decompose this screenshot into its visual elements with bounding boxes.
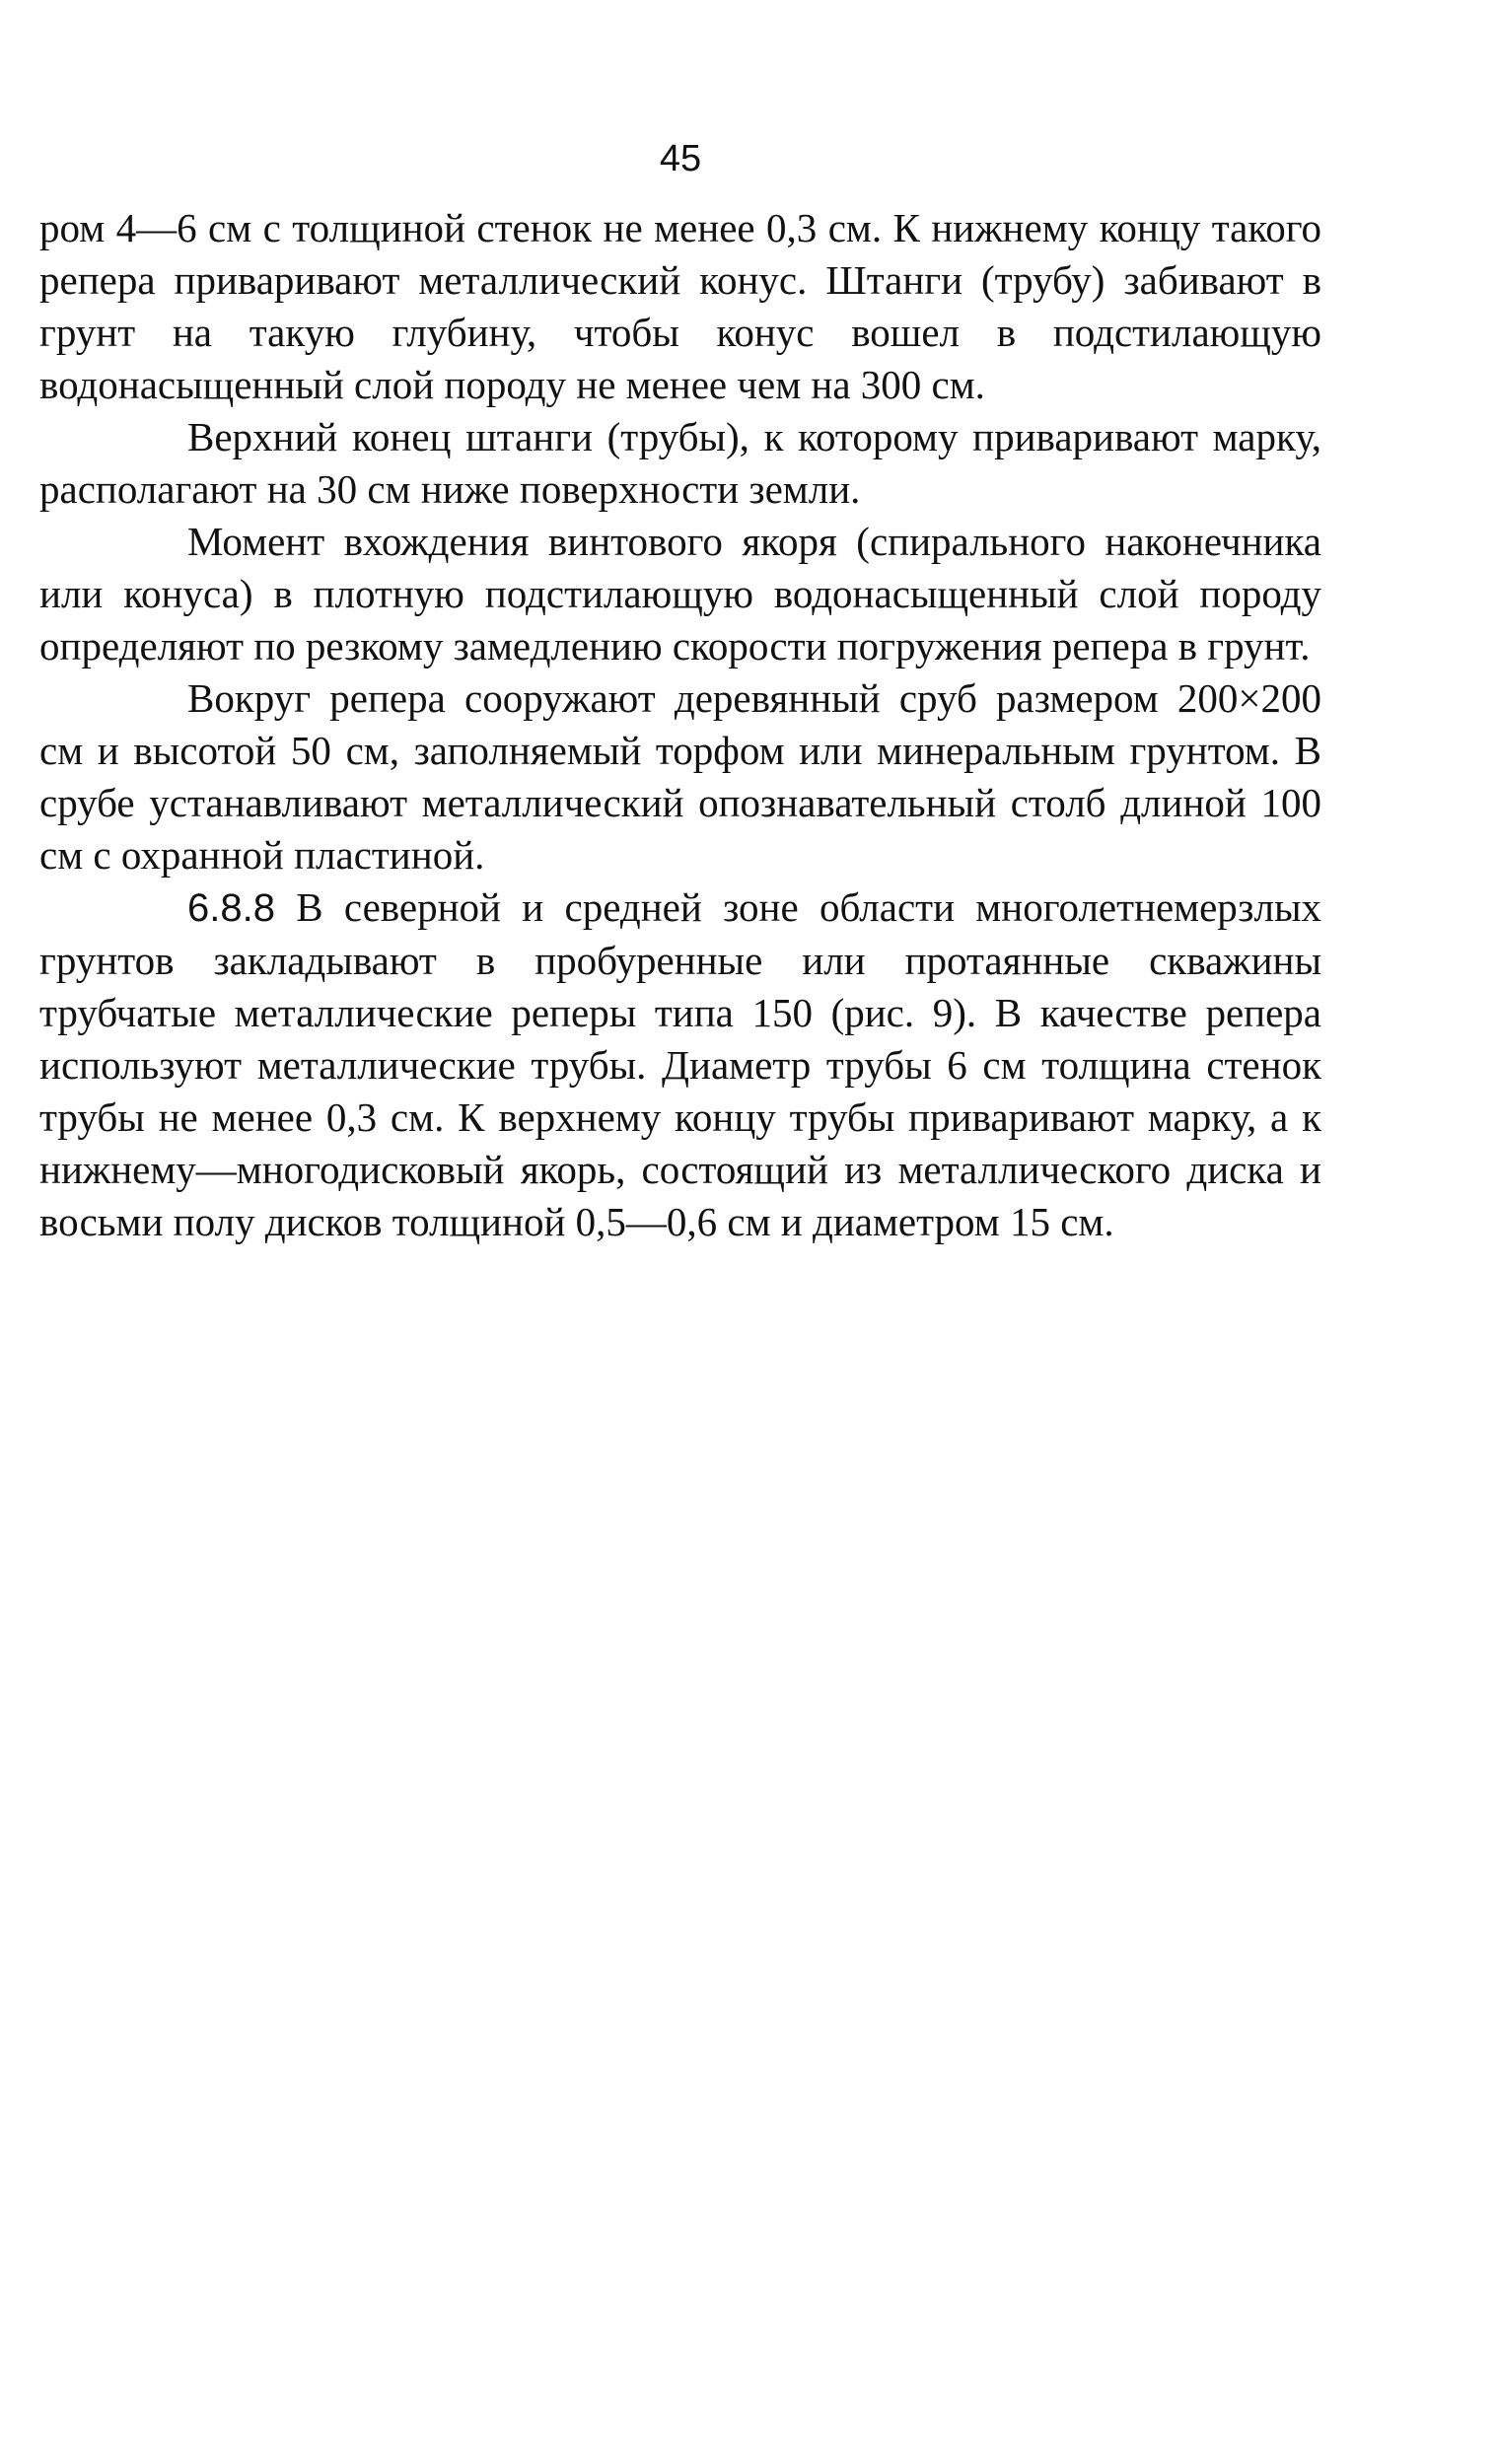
paragraph-anchor-moment: Момент вхождения винтового якоря (спирального наконечника или конуса) в плотную подстилающую водонасыщенный слой породу определяют по резкому замедлению скорости погружения репера в грунт. [39, 519, 1321, 669]
paragraph-continuation: ром 4—6 см с толщиной стенок не менее 0,3 см. К нижнему концу такого репера приваривают металлический конус. Штанги (трубу) забивают в грунт на такую глубину, чтобы конус вошел в подстилающую водонасыщенный слой породу не менее чем на 300 см. [39, 205, 1321, 407]
body-text [39, 202, 1321, 1248]
section-text: В северной и средней зоне области многолетнемерзлых грунтов закладывают в пробуренные или протаянные скважины трубчатые металлические реперы типа 150 (рис. 9). В качестве репера используют металлические трубы. Диаметр трубы 6 см толщина стенок трубы не менее 0,3 см. К верхнему концу трубы приваривают марку, а к нижнему—многодисковый якорь, состоящий из металлического диска и восьми полу дисков толщиной 0,5—0,6 см и диаметром 15 см. [39, 884, 1322, 1244]
paragraph-frame: Вокруг репера сооружают деревянный сруб размером 200×200 см и высотой 50 см, заполняемый торфом или минеральным грунтом. В срубе устанавливают металлический опознавательный столб длиной 100 см с охранной пластиной. [39, 675, 1321, 878]
page-number: 45 [659, 138, 702, 179]
paragraph-upper-end: Верхний конец штанги (трубы), к которому приваривают марку, располагают на 30 см ниже поверхности земли. [39, 414, 1321, 512]
paragraph-section-6-8-8 [39, 881, 1321, 1248]
section-number: 6.8.8 [187, 886, 275, 930]
